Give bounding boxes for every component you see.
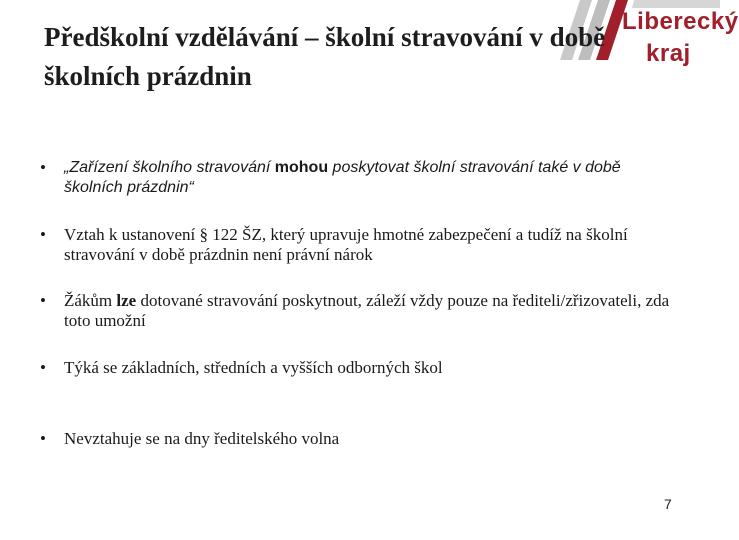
bullet-text-part: dotované stravování poskytnout, záleží vždy pouze na řediteli/zřizovateli, zda toto umožní	[64, 291, 670, 330]
bullet-text	[64, 291, 680, 331]
bullet-text-bold: mohou	[274, 159, 329, 176]
bullet-item-4	[40, 358, 680, 378]
bullet-text: Týká se základních, středních a vyšších odborných škol	[64, 358, 443, 377]
bullet-dot: •	[40, 158, 46, 177]
logo-text-line2: kraj	[646, 40, 691, 67]
bullet-text: Vztah k ustanovení § 122 ŠZ, který upravuje hmotné zabezpečení a tudíž na školní stravování v době prázdnin není právní nárok	[64, 225, 628, 264]
bullet-item-1	[40, 158, 680, 198]
slide-title: Předškolní vzdělávání – školní stravování v době školních prázdnin	[44, 22, 606, 91]
bullet-text	[64, 158, 680, 198]
bullet-item-3	[40, 291, 680, 331]
logo-text-line1: Liberecký	[622, 8, 739, 35]
bullet-dot: •	[40, 358, 46, 377]
bullet-dot: •	[40, 291, 46, 310]
bullet-text-part: Žákům	[64, 291, 117, 310]
bullet-text: Nevztahuje se na dny ředitelského volna	[64, 429, 340, 448]
bullet-text-bold: lze	[116, 291, 137, 310]
bullet-text-part: poskytovat školní stravování také v době školních prázdnin“	[64, 159, 621, 196]
bullet-item-2	[40, 225, 680, 265]
bullet-dot: •	[40, 225, 46, 244]
page-number: 7	[664, 496, 672, 512]
bullet-dot: •	[40, 429, 46, 448]
bullet-item-5	[40, 429, 680, 449]
bullet-text-part: „Zařízení školního stravování	[64, 159, 275, 176]
